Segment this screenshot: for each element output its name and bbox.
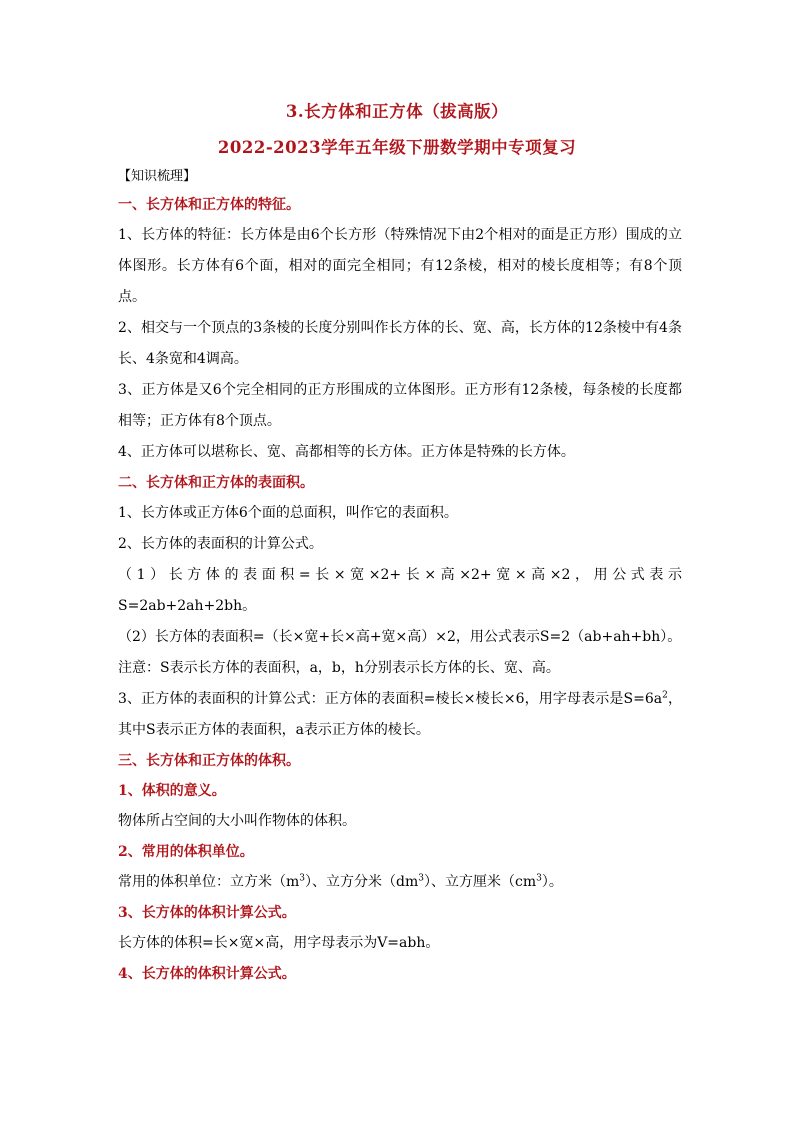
s1-paragraph-1: 1、长方体的特征：长方体是由6个长方形（特殊情况下由2个相对的面是正方形）围成的立体图形。长方体有6个面，相对的面完全相同；有12条棱，相对的棱长度相等；有8个顶点。 [118,227,682,305]
section-2-heading: 二、长方体和正方体的表面积。 [118,475,314,491]
s2-formula-1: （1）长方体的表面积=长×宽×2+长×高×2+宽×高×2，用公式表示S=2ab+2ah+2bh。 [118,567,682,614]
s1-paragraph-4: 4、正方体可以堪称长、宽、高都相等的长方体。正方体是特殊的长方体。 [118,444,575,460]
knowledge-label: 【知识梳理】 [118,169,197,184]
s3-subheading-1: 1、体积的意义。 [118,783,226,799]
s2-paragraph-cube-formula [118,684,682,746]
units-exp-2: 3 [418,873,424,884]
s3-paragraph-units [118,867,682,898]
s2-formula-2: （2）长方体的表面积=（长×宽+长×高+宽×高）×2，用公式表示S=2（ab+ah+bh）。 [118,629,682,645]
document-subtitle: 2022-2023学年五年级下册数学期中专项复习 [217,138,577,157]
s3-subheading-3: 3、长方体的体积计算公式。 [118,905,296,921]
s3-paragraph-3: 长方体的体积=长×宽×高，用字母表示为V=abh。 [118,935,440,951]
s1-paragraph-3: 3、正方体是又6个完全相同的正方形围成的立体图形。正方形有12条棱，每条棱的长度都相等；正方体有8个顶点。 [118,382,682,429]
s2-paragraph-1: 1、长方体或正方体6个面的总面积，叫作它的表面积。 [118,505,458,521]
units-text-d: ）。 [541,874,563,890]
units-text-b: ）、立方分米（dm [305,874,419,890]
cube-formula-text-b: ，其中S表示正方体的表面积，a表示正方体的棱长。 [118,691,682,738]
units-text-c: ）、立方厘米（cm [424,874,537,890]
s3-subheading-2: 2、常用的体积单位。 [118,844,254,860]
units-text-a: 常用的体积单位：立方米（m [118,874,300,890]
cube-formula-text-a: 3、正方体的表面积的计算公式：正方体的表面积=棱长×棱长×6，用字母表示是S=6a [118,691,663,707]
s3-paragraph-1: 物体所占空间的大小叫作物体的体积。 [118,813,356,829]
section-3-heading: 三、长方体和正方体的体积。 [118,753,300,769]
s1-paragraph-2: 2、相交与一个顶点的3条棱的长度分别叫作长方体的长、宽、高，长方体的12条棱中有4条长、4条宽和4调高。 [118,320,682,367]
s2-paragraph-2: 2、长方体的表面积的计算公式。 [118,536,323,552]
document-title: 3.长方体和正方体（拔高版） [285,102,509,121]
s3-subheading-4: 4、长方体的体积计算公式。 [118,966,296,982]
s2-note: 注意：S表示长方体的表面积，a，b，h分别表示长方体的长、宽、高。 [118,660,560,676]
cube-formula-exponent: 2 [662,690,668,701]
units-exp-1: 3 [299,873,306,884]
section-1-heading: 一、长方体和正方体的特征。 [118,197,300,213]
units-exp-3: 3 [536,873,542,884]
document-body [118,168,682,989]
